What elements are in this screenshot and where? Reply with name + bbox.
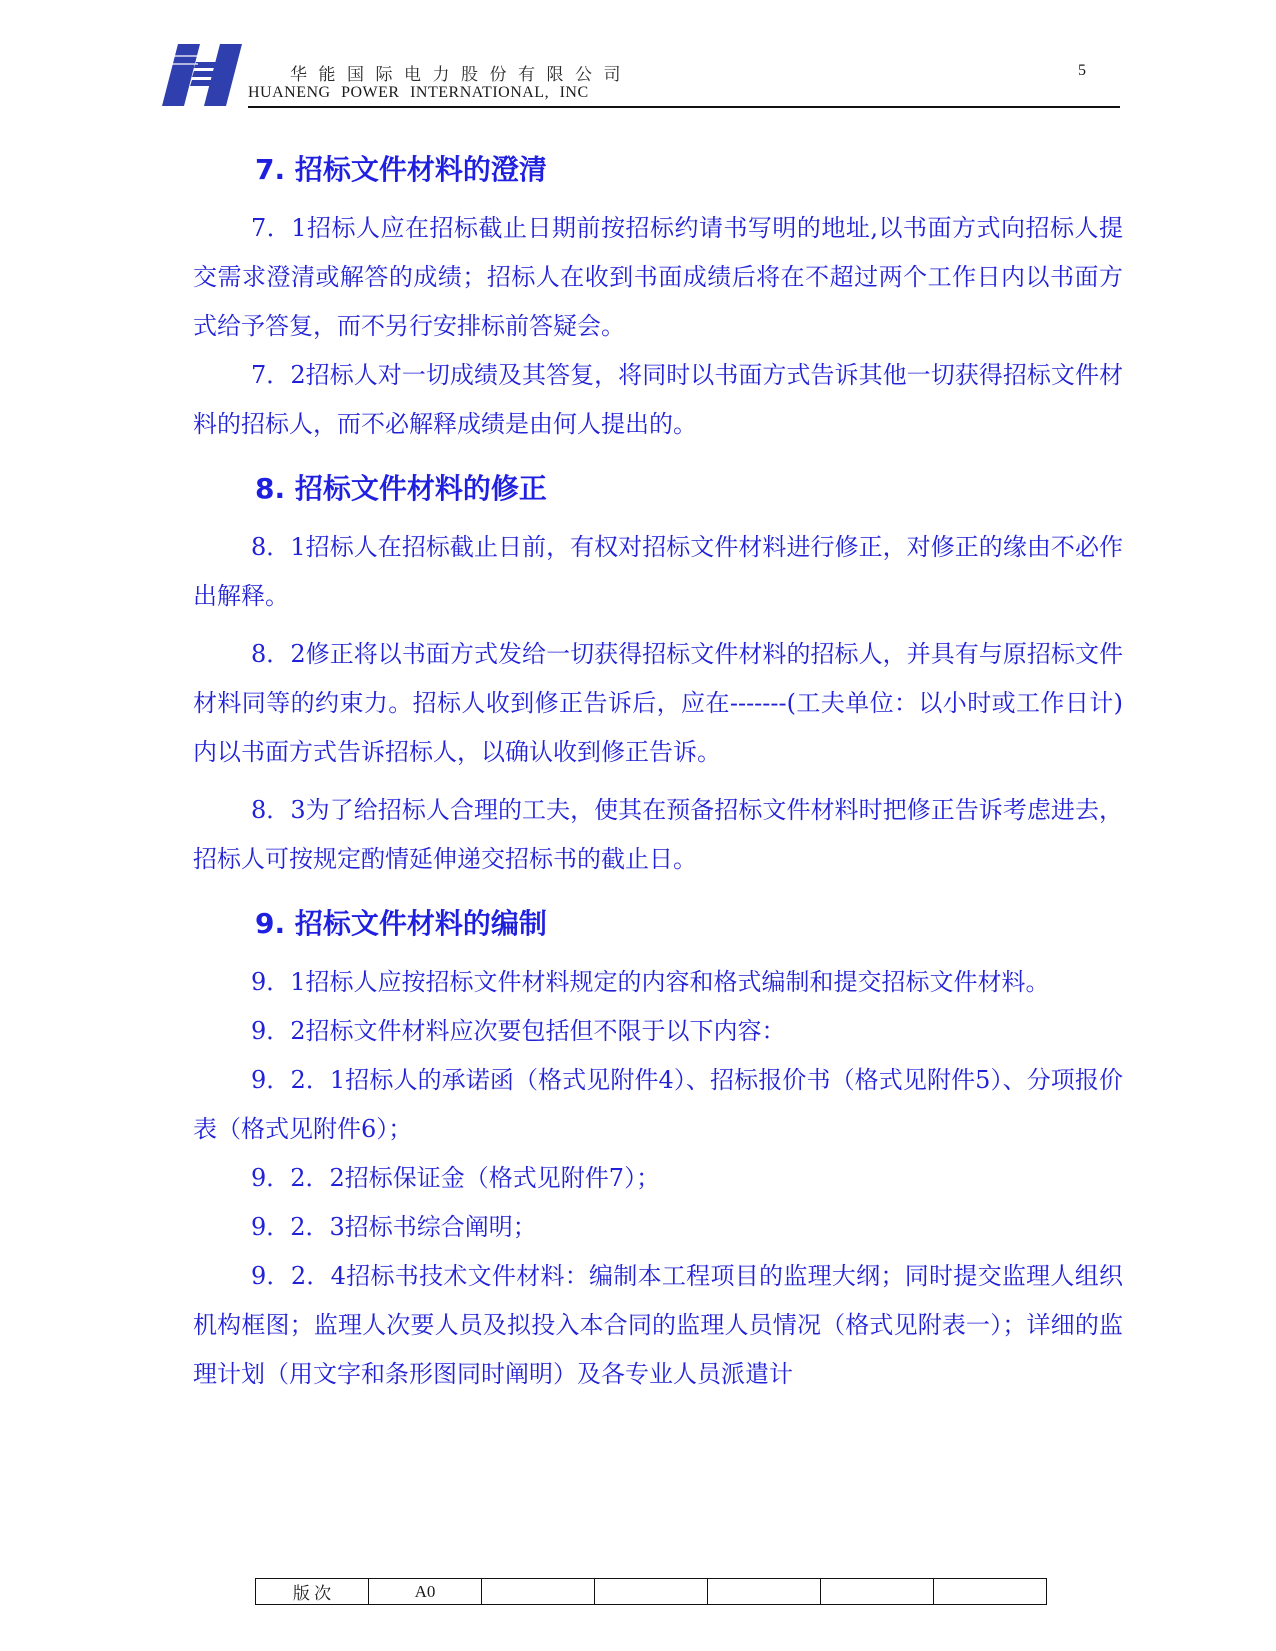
paragraph: 9．2．3招标书综合阐明； (251, 1213, 537, 1241)
table-cell (934, 1579, 1047, 1605)
paragraph: 9．2．1招标人的承诺函（格式见附件4）、招标报价书（格式见附件5）、分项报价表（格式见附件6）； (193, 1066, 1123, 1143)
table-cell (821, 1579, 934, 1605)
table-cell (708, 1579, 821, 1605)
version-value: A0 (369, 1579, 482, 1605)
company-name-cn: 华能国际电力股份有限公司 (290, 65, 632, 85)
paragraph: 9．2．4招标书技术文件材料：编制本工程项目的监理大纲；同时提交监理人组织机构框图；监理人次要人员及拟投入本合同的监理人员情况（格式见附表一）；详细的监理计划（用文字和条形图同时阐明）及各专业人员派遣计 (193, 1262, 1123, 1388)
table-cell (595, 1579, 708, 1605)
paragraph: 9．2招标文件材料应次要包括但不限于以下内容： (251, 1017, 786, 1045)
company-name-en: HUANENG POWER INTERNATIONAL, INC (248, 84, 589, 101)
document-body (193, 150, 1123, 1399)
section-heading: 9. 招标文件材料的编制 (255, 907, 547, 940)
page-number: 5 (1078, 62, 1086, 79)
section-heading: 8. 招标文件材料的修正 (255, 472, 547, 505)
paragraph: 9．2．2招标保证金（格式见附件7）； (251, 1164, 661, 1192)
huaneng-logo-icon (160, 42, 246, 108)
paragraph: 9．1招标人应按招标文件材料规定的内容和格式编制和提交招标文件材料。 (251, 968, 1050, 996)
header-divider (248, 106, 1120, 108)
table-cell (482, 1579, 595, 1605)
paragraph: 8．3为了给招标人合理的工夫，使其在预备招标文件材料时把修正告诉考虑进去，招标人可按规定酌情延伸递交招标书的截止日。 (193, 796, 1123, 873)
section-heading: 7. 招标文件材料的澄清 (255, 153, 547, 186)
paragraph: 7．1招标人应在招标截止日期前按招标约请书写明的地址,以书面方式向招标人提交需求澄清或解答的成绩；招标人在收到书面成绩后将在不超过两个工作日内以书面方式给予答复，而不另行安排标前答疑会。 (193, 214, 1123, 340)
table-row (256, 1579, 1047, 1605)
version-table (255, 1578, 1047, 1605)
page-header (160, 38, 1120, 108)
paragraph: 7．2招标人对一切成绩及其答复，将同时以书面方式告诉其他一切获得招标文件材料的招标人，而不必解释成绩是由何人提出的。 (193, 361, 1123, 438)
paragraph: 8．1招标人在招标截止日前，有权对招标文件材料进行修正，对修正的缘由不必作出解释。 (193, 533, 1123, 610)
paragraph: 8．2修正将以书面方式发给一切获得招标文件材料的招标人，并具有与原招标文件材料同等的约束力。招标人收到修正告诉后，应在-------(工夫单位：以小时或工作日计)内以书面方式告诉招标人，以确认收到修正告诉。 (193, 640, 1123, 766)
version-label: 版 次 (256, 1579, 369, 1605)
